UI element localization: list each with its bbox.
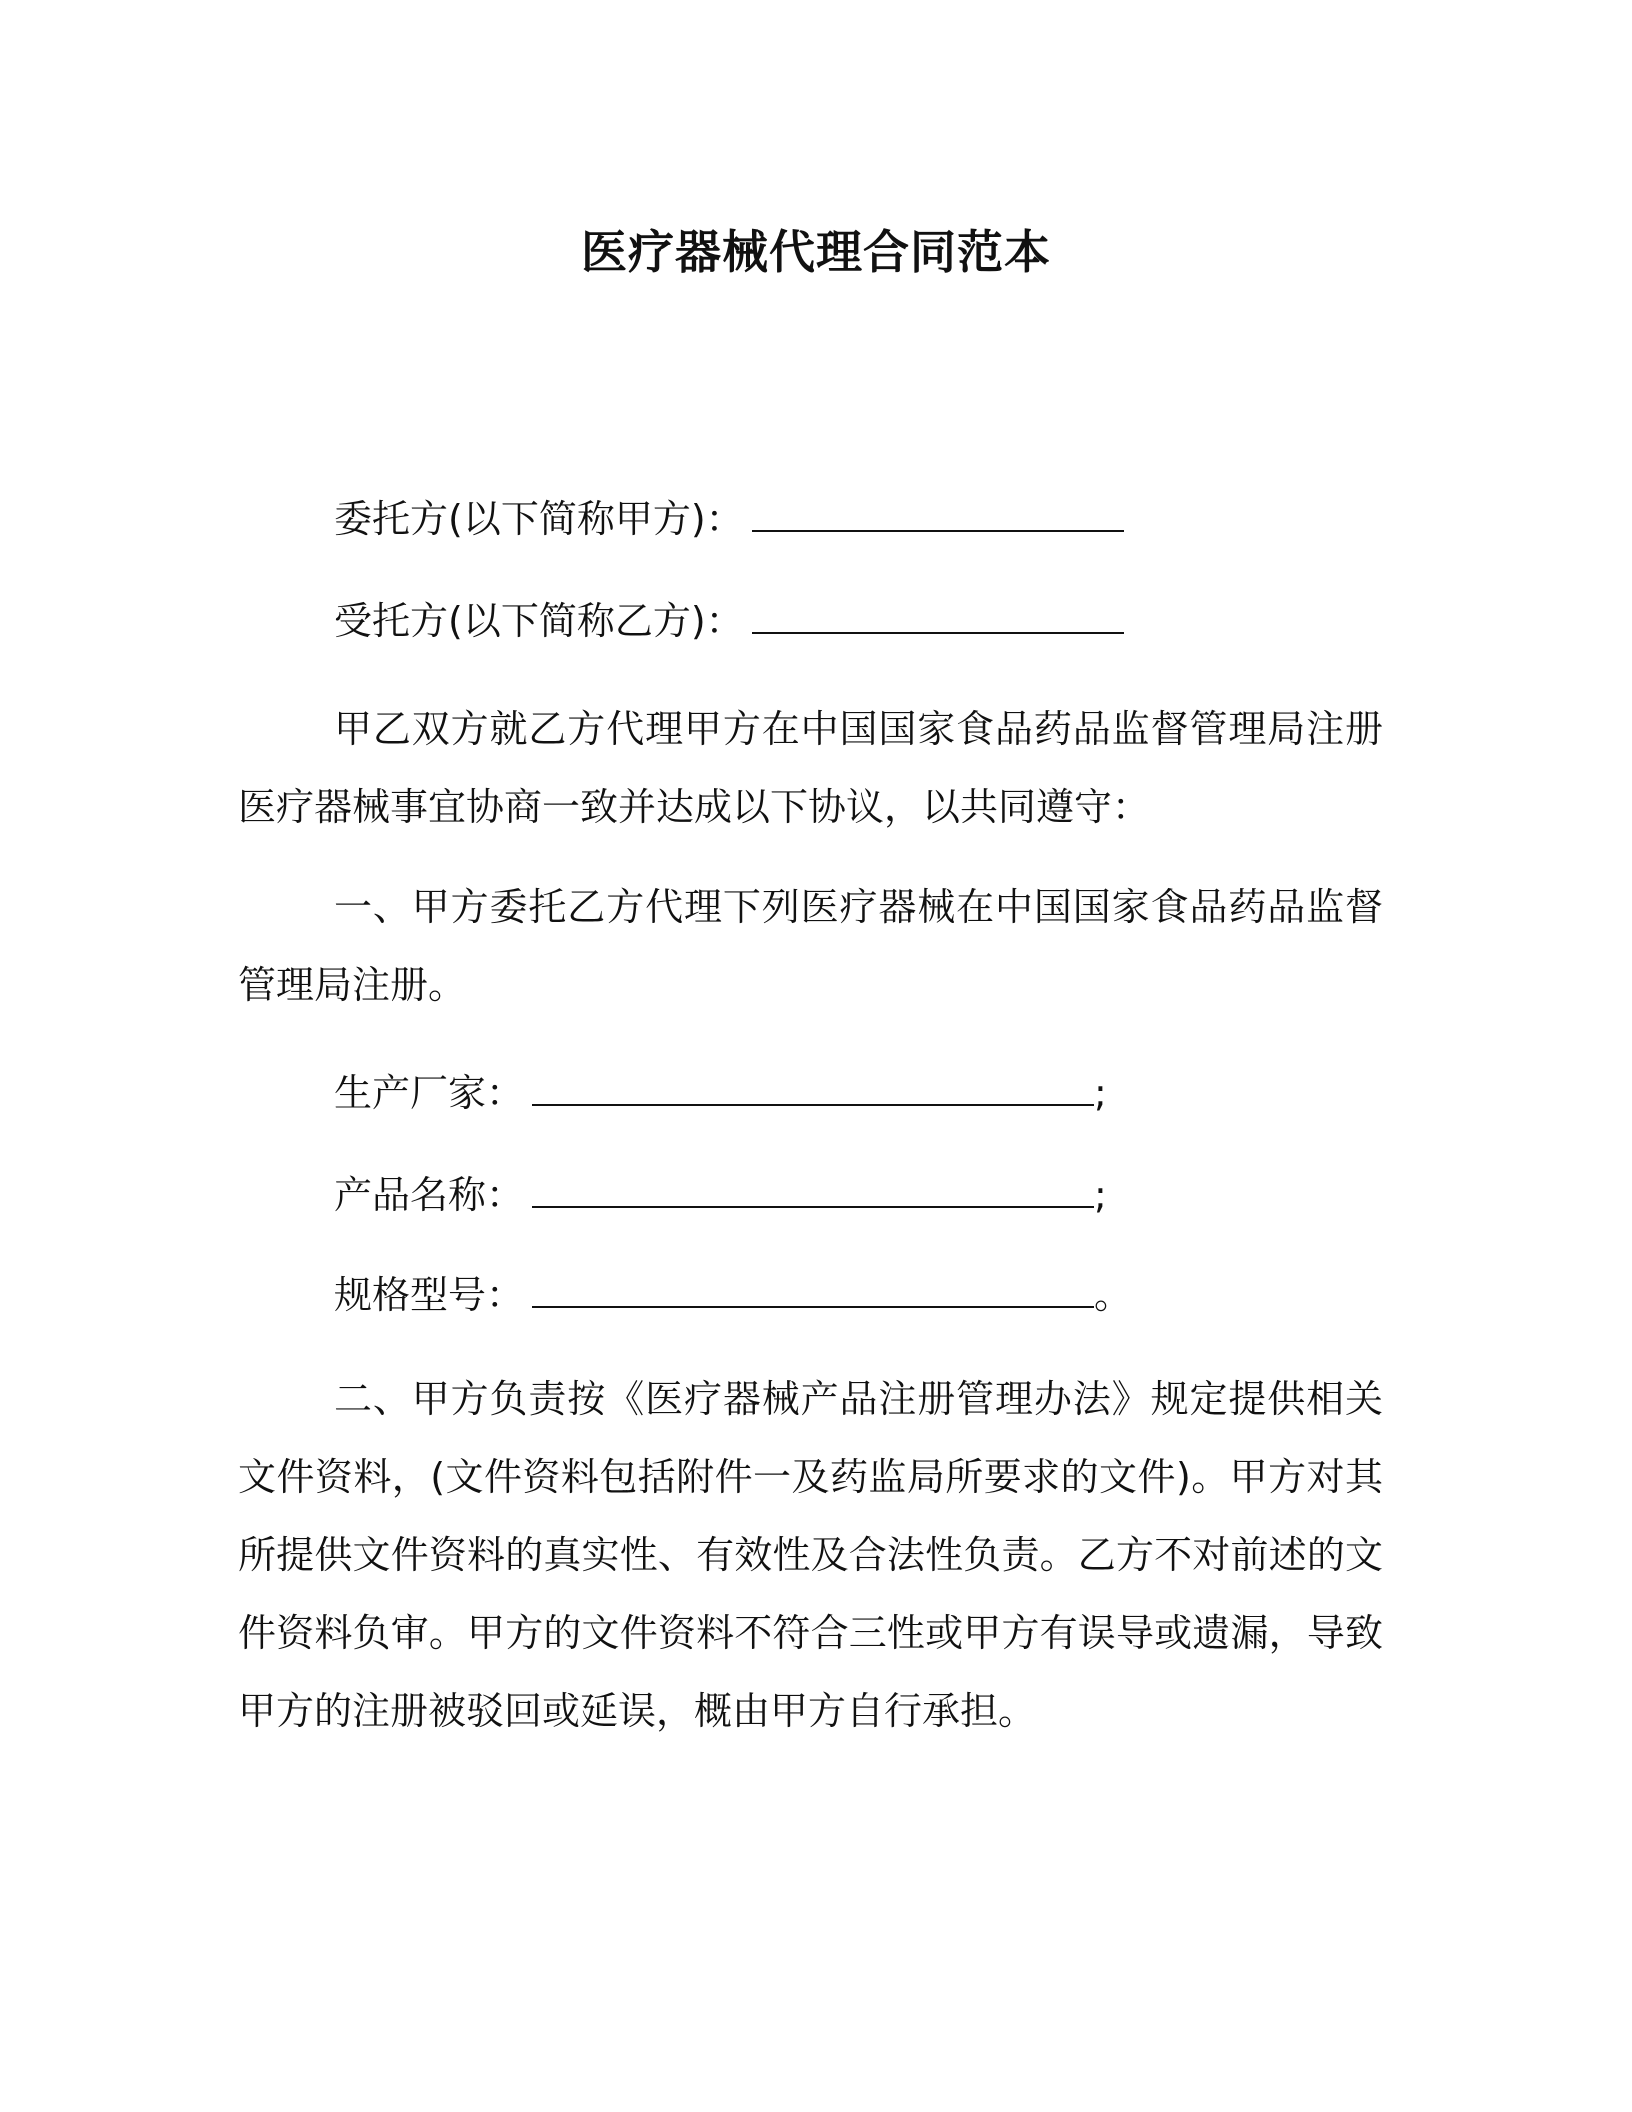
principal-party-line bbox=[334, 492, 1124, 544]
model-spec-line bbox=[334, 1268, 1132, 1320]
product-name-label: 产品名称： bbox=[334, 1173, 525, 1217]
manufacturer-end: ; bbox=[1094, 1071, 1107, 1115]
manufacturer-label: 生产厂家： bbox=[334, 1071, 525, 1115]
principal-party-label: 委托方(以下简称甲方)： bbox=[334, 497, 744, 541]
agent-party-line bbox=[334, 594, 1124, 646]
model-spec-blank bbox=[532, 1268, 1094, 1308]
product-name-end: ; bbox=[1094, 1173, 1107, 1217]
intro-paragraph: 甲乙双方就乙方代理甲方在中国国家食品药品监督管理局注册医疗器械事宜协商一致并达成以下协议，以共同遵守： bbox=[238, 707, 1383, 829]
clause-2-paragraph: 二、甲方负责按《医疗器械产品注册管理办法》规定提供相关文件资料，(文件资料包括附件一及药监局所要求的文件)。甲方对其所提供文件资料的真实性、有效性及合法性负责。乙方不对前述的文件资料负审。甲方的文件资料不符合三性或甲方有误导或遗漏，导致甲方的注册被驳回或延误，概由甲方自行承担。 bbox=[238, 1377, 1383, 1733]
document-title: 医疗器械代理合同范本 bbox=[581, 225, 1051, 279]
principal-party-blank bbox=[752, 492, 1124, 532]
clause-1-paragraph: 一、甲方委托乙方代理下列医疗器械在中国国家食品药品监督管理局注册。 bbox=[238, 885, 1383, 1007]
product-name-blank bbox=[532, 1168, 1094, 1208]
agent-party-blank bbox=[752, 594, 1124, 634]
model-spec-end: 。 bbox=[1094, 1273, 1133, 1317]
product-name-line bbox=[334, 1168, 1107, 1220]
agent-party-label: 受托方(以下简称乙方)： bbox=[334, 599, 744, 643]
model-spec-label: 规格型号： bbox=[334, 1273, 525, 1317]
manufacturer-line bbox=[334, 1066, 1107, 1118]
manufacturer-blank bbox=[532, 1066, 1094, 1106]
